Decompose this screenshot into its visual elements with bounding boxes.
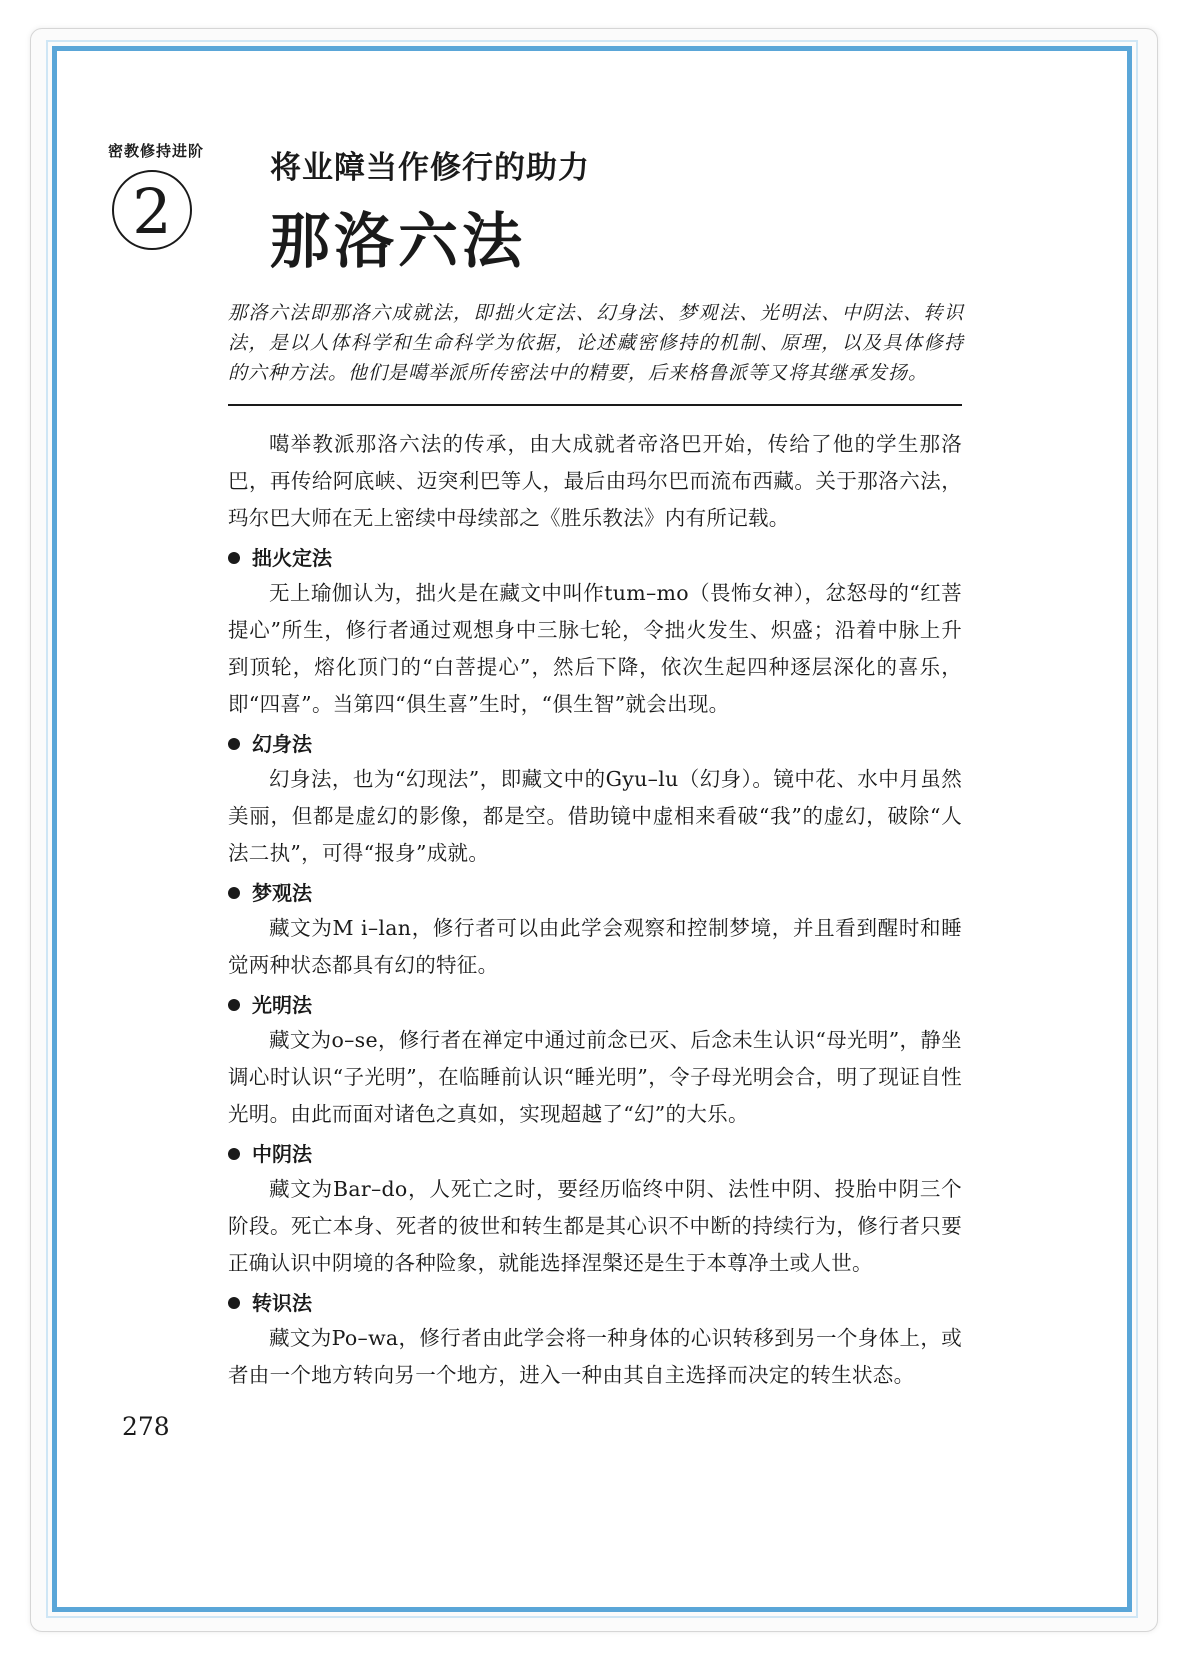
section-paragraph: 藏文为M i–lan，修行者可以由此学会观察和控制梦境，并且看到醒时和睡觉两种状态都具有幻的特征。: [228, 916, 962, 977]
section-heading-text: 幻身法: [252, 732, 312, 756]
section-heading-text: 转识法: [252, 1291, 312, 1315]
section-paragraph: 藏文为Po–wa，修行者由此学会将一种身体的心识转移到另一个身体上，或者由一个地方转向另一个地方，进入一种由其自主选择而决定的转生状态。: [228, 1326, 962, 1387]
section-paragraph: 藏文为Bar–do，人死亡之时，要经历临终中阴、法性中阴、投胎中阴三个阶段。死亡本身、死者的彼世和转生都是其心识不中断的持续行为，修行者只要正确认识中阴境的各种险象，就能选择涅槃还是生于本尊净土或人世。: [228, 1177, 962, 1275]
section-heading-text: 拙火定法: [252, 546, 332, 570]
divider: [228, 404, 962, 406]
section-paragraph: 藏文为o–se，修行者在禅定中通过前念已灭、后念未生认识“母光明”，静坐调心时认识“子光明”，在临睡前认识“睡光明”，令子母光明会合，明了现证自性光明。由此而面对诸色之真如，实现超越了“幻”的大乐。: [228, 1028, 962, 1126]
page-number: 278: [122, 1412, 170, 1441]
intro-summary: 那洛六法即那洛六成就法，即拙火定法、幻身法、梦观法、光明法、中阴法、转识法，是以人体科学和生命科学为依据，论述藏密修持的机制、原理，以及具体修持的六种方法。他们是噶举派所传密法中的精要，后来格鲁派等又将其继承发扬。: [228, 302, 964, 384]
section-heading: [228, 727, 962, 761]
chapter-number-badge: 2: [112, 170, 192, 250]
bullet-icon: [228, 1148, 240, 1160]
bullet-icon: [228, 887, 240, 899]
opening-paragraph: 噶举教派那洛六法的传承，由大成就者帝洛巴开始，传给了他的学生那洛巴，再传给阿底峡、迈突利巴等人，最后由玛尔巴而流布西藏。关于那洛六法，玛尔巴大师在无上密续中母续部之《胜乐教法》内有所记载。: [228, 432, 962, 530]
chapter-title: 那洛六法: [270, 207, 526, 277]
bullet-icon: [228, 999, 240, 1011]
section-heading-text: 中阴法: [252, 1142, 312, 1166]
section-heading: [228, 1286, 962, 1320]
section-paragraph: 幻身法，也为“幻现法”，即藏文中的Gyu–lu（幻身）。镜中花、水中月虽然美丽，但都是虚幻的影像，都是空。借助镜中虚相来看破“我”的虚幻，破除“人法二执”，可得“报身”成就。: [228, 767, 962, 865]
section-heading: [228, 876, 962, 910]
section-heading: [228, 988, 962, 1022]
bullet-icon: [228, 552, 240, 564]
section-heading: [228, 1137, 962, 1171]
chapter-subtitle: 将业障当作修行的助力: [270, 150, 590, 186]
series-label: 密教修持进阶: [108, 142, 205, 160]
section-heading: [228, 541, 962, 575]
bullet-icon: [228, 1297, 240, 1309]
section-paragraph: 无上瑜伽认为，拙火是在藏文中叫作tum–mo（畏怖女神），忿怒母的“红菩提心”所生，修行者通过观想身中三脉七轮，令拙火发生、炽盛；沿着中脉上升到顶轮，熔化顶门的“白菩提心”，然后下降，依次生起四种逐层深化的喜乐，即“四喜”。当第四“俱生喜”生时，“俱生智”就会出现。: [228, 581, 962, 716]
article-body: [228, 426, 962, 1394]
section-heading-text: 梦观法: [252, 881, 312, 905]
section-heading-text: 光明法: [252, 993, 312, 1017]
bullet-icon: [228, 738, 240, 750]
